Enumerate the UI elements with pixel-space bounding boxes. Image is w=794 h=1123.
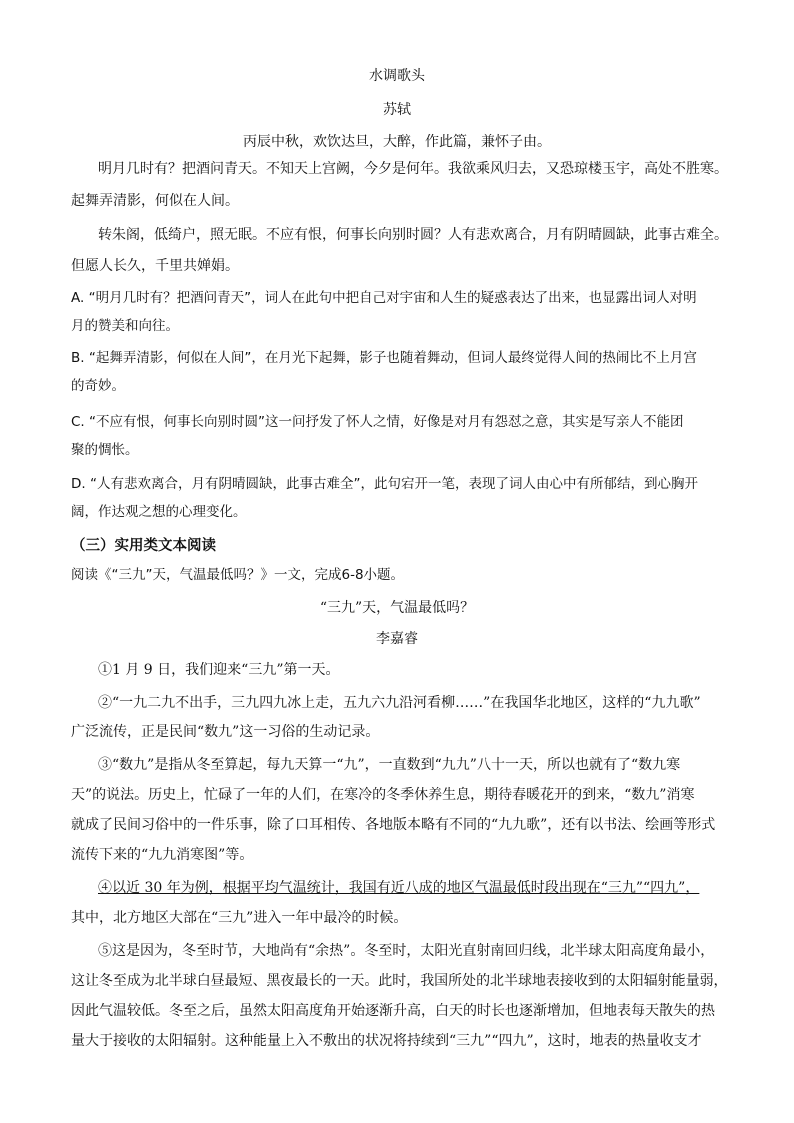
- poem-preface: 丙辰中秋，欢饮达旦，大醉，作此篇，兼怀子由。: [243, 134, 551, 150]
- option-b-line-1: B. “起舞弄清影，何似在人间”，在月光下起舞，影子也随着舞动，但词人最终觉得人间的热闹比不上月宫: [71, 350, 697, 366]
- option-d-line-2: 阔，作达观之想的心理变化。: [71, 504, 247, 520]
- option-b-line-2: 的奇妙。: [71, 378, 125, 394]
- poem-stanza-2-line-1: 转朱阁，低绮户，照无眠。不应有恨，何事长向别时圆？人有悲欢离合，月有阴晴圆缺，此事古难全。: [98, 227, 728, 243]
- article-p5-line-3: 因此气温较低。冬至之后，虽然太阳高度角开始逐渐升高，白天的时长也逐渐增加，但地表每天散失的热: [71, 1003, 715, 1019]
- option-c-line-2: 聚的惆怅。: [71, 442, 139, 458]
- option-a-line-2: 月的赞美和向往。: [71, 318, 179, 334]
- article-p2-line-2: 广泛流传，正是民间“数九”这一习俗的生动记录。: [71, 724, 380, 740]
- article-p3-line-4: 流传下来的“九九消寒图”等。: [71, 847, 254, 863]
- article-p5-line-4: 量大于接收的太阳辐射。这种能量上入不敷出的状况将持续到“三九”“四九”，这时，地表的热量收支才: [71, 1033, 702, 1049]
- article-title: “三九”天，气温最低吗？: [319, 600, 475, 616]
- poem-stanza-2-line-2: 但愿人长久，千里共婵娟。: [71, 258, 239, 274]
- article-p3-line-2: 天”的说法。历史上，忙碌了一年的人们，在寒冷的冬季休养生息，期待春暖花开的到来，“数九”消寒: [71, 787, 695, 803]
- option-c-line-1: C. “不应有恨，何事长向别时圆”这一问抒发了怀人之情，好像是对月有怨怼之意，其实是写亲人不能团: [71, 414, 684, 430]
- section-instruction: 阅读《“三九”天，气温最低吗？》一文，完成6-8小题。: [71, 567, 405, 583]
- poem-stanza-1-line-2: 起舞弄清影，何似在人间。: [71, 193, 239, 209]
- poem-author: 苏轼: [383, 102, 411, 118]
- poem-title: 水调歌头: [369, 68, 425, 84]
- article-author: 李嘉睿: [376, 631, 418, 647]
- section-heading: （三）实用类文本阅读: [71, 538, 216, 554]
- article-p1: ①1 月 9 日，我们迎来“三九”第一天。: [98, 662, 340, 678]
- article-p5-line-2: 这让冬至成为北半球白昼最短、黑夜最长的一天。此时，我国所处的北半球地表接收到的太阳辐射能量弱，: [71, 973, 728, 989]
- article-p5-line-1: ⑤这是因为，冬至时节，大地尚有“余热”。冬至时，太阳光直射南回归线，北半球太阳高度角最小，: [98, 943, 715, 959]
- poem-stanza-1-line-1: 明月几时有？把酒问青天。不知天上宫阙，今夕是何年。我欲乘风归去，又恐琼楼玉宇，高处不胜寒。: [98, 161, 728, 177]
- article-p3-line-3: 就成了民间习俗中的一件乐事，除了口耳相传、各地版本略有不同的“九九歌”，还有以书法、绘画等形式: [71, 817, 716, 833]
- option-d-line-1: D. “人有悲欢离合，月有阴晴圆缺，此事古难全”，此句宕开一笔，表现了词人由心中有所郁结，到心胸开: [71, 476, 698, 492]
- article-p4-line-2: 其中，北方地区大部在“三九”进入一年中最冷的时候。: [71, 910, 408, 926]
- article-p4-line-1-underlined: ④以近 30 年为例，根据平均气温统计，我国有近八成的地区气温最低时段出现在“三九”“四九”，: [98, 880, 700, 896]
- article-p3-line-1: ③“数九”是指从冬至算起，每九天算一“九”，一直数到“九九”八十一天，所以也就有了“数九寒: [98, 757, 681, 773]
- option-a-line-1: A. “明月几时有？把酒问青天”，词人在此句中把自己对宇宙和人生的疑惑表达了出来，也显露出词人对明: [71, 290, 697, 306]
- article-p2-line-1: ②“一九二九不出手，三九四九冰上走，五九六九沿河看柳……”在我国华北地区，这样的“九九歌”: [98, 695, 701, 711]
